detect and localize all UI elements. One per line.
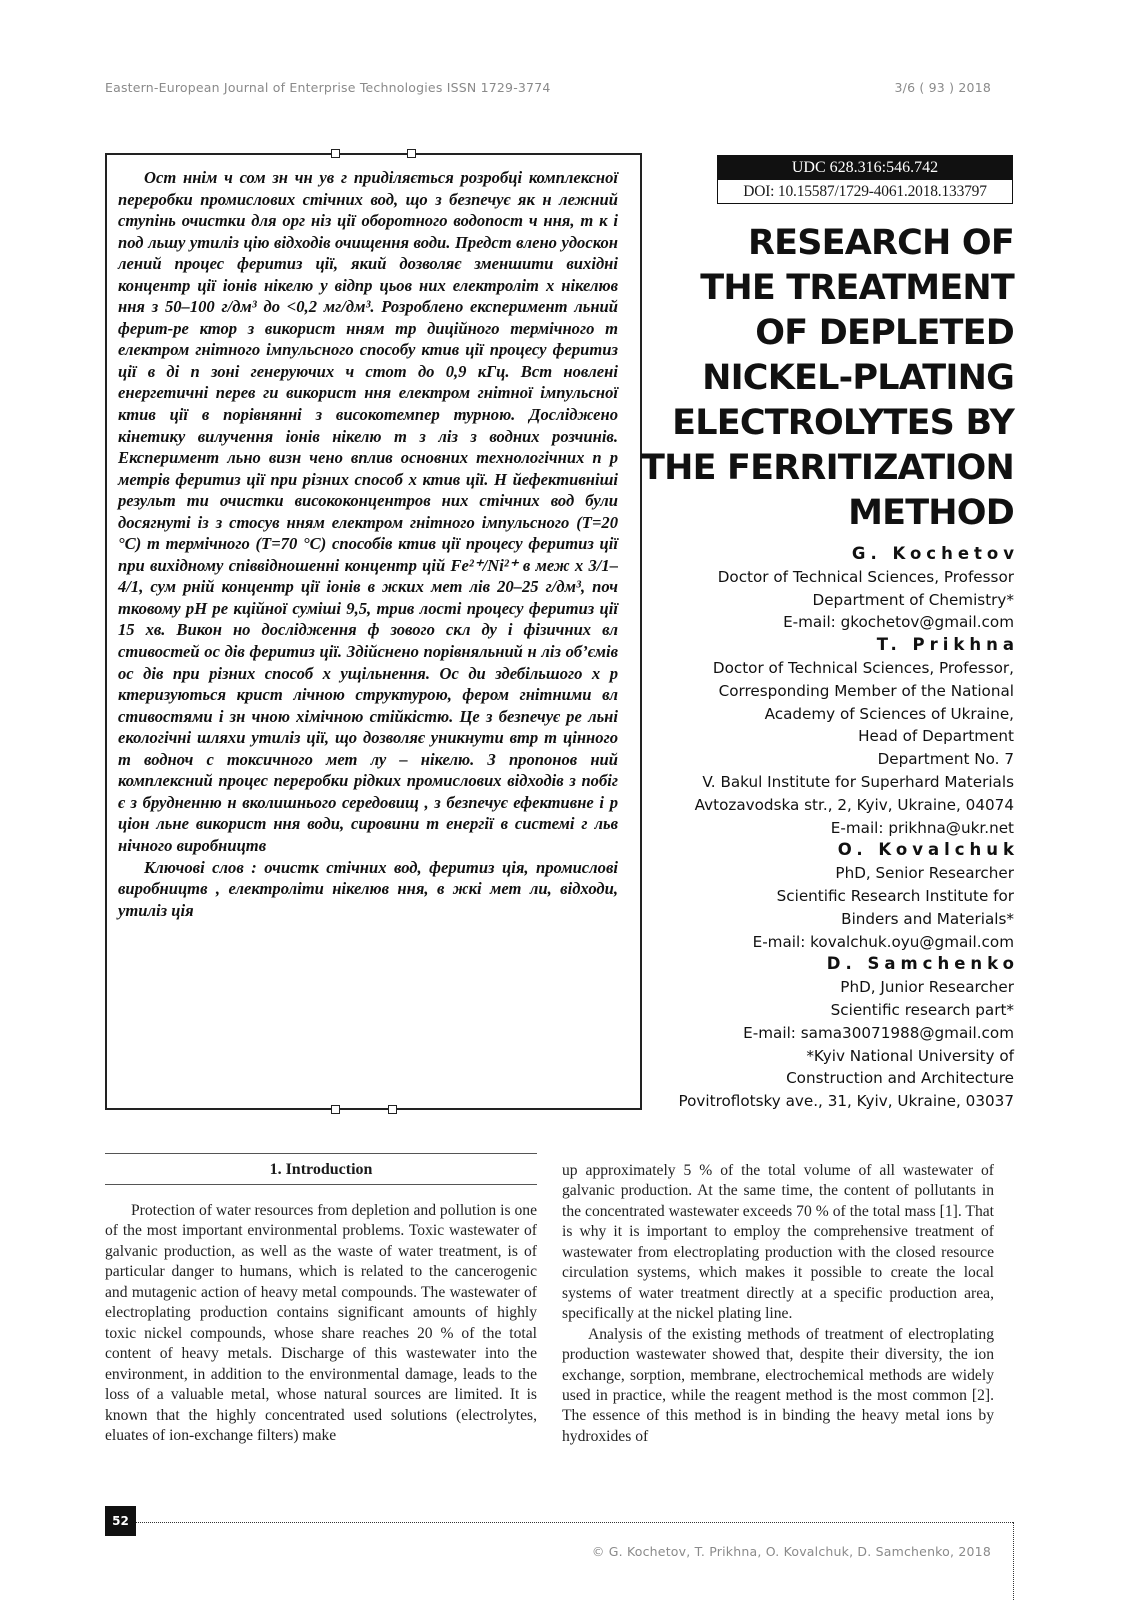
author-name: D. Samchenko — [826, 954, 1019, 974]
abstract-paragraph: Ост ннім ч сом зн чн ув г приділяється розробці комплексної переробки промислових стічних вод, що з безпечує як н лежний ступінь очистки для орг ніз ції оборотного водопост ч ння, т к і под льшу утиліз цію відходів очищення води. Предст влено удоскон лений процес феритиз ції, який дозволяє зменшити вихідні концентр ції іонів нікелю у відпр цьов них електроліт х нікелюв ння з 50–100 г/дм³ до <0,2 мг/дм³. Розроблено експеримент льний ферит-ре ктор з використ нням тр диційного термічного т електром гнітного імпульсного способу ктив ції процесу феритиз ції в ді п зоні генеруючих ч стот до 0,9 кГц. Вст новлені енергетичні перев ги використ ння електром гнітної імпульсної ктив ції в порівнянні з високотемпер турною. Досліджено кінетику вилучення іонів нікелю т з ліз з водних розчинів. Експеримент льно визн чено вплив основних технологічних п р метрів феритиз ції при різних способ х ктив ції. Н йефективніші результ ти очистки висококонцентров них стічних вод були досягнуті із з стосув нням електром гнітного імпульсного (T=20 °C) т термічного (T=70 °C) способів ктив ції процесу феритиз ції при вихідному співвідношенні концентр цій Fe²⁺/Ni²⁺ в меж х 3/1–4/1, сум рній концентр ції іонів в жких мет лів 20–25 г/дм³, поч тковому pH ре кційної суміші 9,5, трив лості процесу феритиз ції 15 хв. Викон но дослідження ф зового скл ду і фізичних вл стивостей ос дів феритиз ції. Здійснено порівняльний н ліз об’ємів ос дів при різних способ х ущільнення. Ос ди здебільшого х р ктеризуються крист лічною структурою, фером гнітними вл стивостями і зн чною хімічною стійкістю. Це з безпечує ре льні екологічні шляхи утиліз ції, що дозволяє уникнути втр т цінного т водноч с токсичного мет лу – нікелю. З пропонов ний комплексний процес переробки рідких промислових відходів з побіг є з брудненню н вколишнього середовищ , з безпечує ефективне і р ціон льне використ ння води, сировини т енергії в системі г льв нічного виробництв — [118, 168, 618, 855]
footer-dotted-rule-vertical — [1013, 1522, 1014, 1600]
author-affiliation: PhD, Senior Researcher — [835, 864, 1014, 883]
author-affiliation: *Kyiv National University of — [806, 1046, 1014, 1065]
author-name: O. Kovalchuk — [837, 840, 1019, 860]
author-affiliation: Scientific research part* — [830, 1000, 1014, 1019]
abstract-text — [118, 167, 618, 921]
author-email[interactable]: E-mail: gkochetov@gmail.com — [783, 613, 1014, 632]
doi[interactable]: DOI: 10.15587/1729-4061.2018.133797 — [717, 180, 1013, 204]
author-affiliation: Doctor of Technical Sciences, Professor, — [712, 658, 1014, 677]
udc-code: UDC 628.316:546.742 — [717, 155, 1013, 180]
author-email[interactable]: E-mail: prikhna@ukr.net — [830, 818, 1014, 837]
intro-paragraph: Protection of water resources from depletion and pollution is one of the most important environmental problems. Toxic wastewater of galvanic production, as well as the waste of water treatment, is of particular danger to humans, which is related to the cancerogenic and mutagenic action of heavy metal compounds. The wastewater of electroplating production contains significant amounts of highly toxic nickel compounds, whose share reaches 20 % of the total content of heavy metals. Discharge of this wastewater into the environment, in addition to the environmental damage, leads to the loss of a valuable metal, whose natural sources are limited. It is known that the highly concentrated used solutions (electrolytes, eluates of ion-exchange filters) make — [105, 1202, 537, 1444]
box-corner-marker — [331, 149, 340, 158]
author-affiliation: V. Bakul Institute for Superhard Materials — [702, 772, 1014, 791]
issue-number: 3/6 ( 93 ) 2018 — [894, 80, 991, 95]
box-corner-marker — [388, 1105, 397, 1114]
journal-name: Eastern-European Journal of Enterprise Technologies ISSN 1729-3774 — [105, 80, 551, 95]
title-line: NICKEL-PLATING — [702, 358, 1014, 398]
author-affiliation: Academy of Sciences of Ukraine, — [764, 704, 1014, 723]
page-number: 52 — [105, 1506, 136, 1536]
author-email[interactable]: E-mail: sama30071988@gmail.com — [743, 1023, 1014, 1042]
keywords — [118, 857, 618, 922]
running-header — [105, 80, 991, 100]
title-line: THE TREATMENT — [700, 268, 1014, 308]
author-affiliation: Povitroflotsky ave., 31, Kyiv, Ukraine, 03037 — [678, 1092, 1014, 1111]
title-line: OF DEPLETED — [755, 313, 1014, 353]
keywords-label: Ключові слов : — [144, 857, 257, 877]
copyright-notice: © G. Kochetov, T. Prikhna, O. Kovalchuk, D. Samchenko, 2018 — [591, 1544, 991, 1559]
intro-paragraph: up approximately 5 % of the total volume of all wastewater of galvanic production. At the same time, the content of pollutants in the concentrated wastewater exceeds 70 % of the total mass [1]. That is why it is important to employ the comprehensive treatment of wastewater from electroplating production with the closed resource circulation systems, which makes it possible to create the local systems of water treatment directly at a specific production area, specifically at the nickel plating line. — [562, 1162, 994, 1323]
author-affiliation: PhD, Junior Researcher — [840, 978, 1014, 997]
author-affiliation: Scientific Research Institute for — [776, 886, 1014, 905]
article-title — [624, 221, 1014, 536]
abstract-box — [105, 153, 642, 1110]
title-line: METHOD — [848, 493, 1014, 533]
author-affiliation: Construction and Architecture — [786, 1069, 1014, 1088]
author-name: G. Kochetov — [851, 544, 1019, 563]
section-rule-bottom — [105, 1184, 537, 1185]
author-list — [594, 543, 1019, 1113]
author-name: T. Prikhna — [876, 635, 1019, 655]
author-email[interactable]: E-mail: kovalchuk.oyu@gmail.com — [752, 932, 1014, 951]
keywords-list: очистк стічних вод, феритиз ція, промислові виробництв , електроліти нікелюв ння, в жкі мет ли, відходи, утиліз ція — [118, 857, 618, 920]
title-line: THE FERRITIZATION — [641, 448, 1014, 488]
author-affiliation: Corresponding Member of the National — [718, 681, 1014, 700]
author-affiliation: Avtozavodska str., 2, Kyiv, Ukraine, 04074 — [694, 795, 1014, 814]
footer-dotted-rule — [136, 1522, 1013, 1523]
intro-column-right — [562, 1161, 994, 1447]
author-affiliation: Doctor of Technical Sciences, Professor — [717, 567, 1014, 586]
box-corner-marker — [407, 149, 416, 158]
section-rule-top — [105, 1153, 537, 1154]
intro-paragraph: Analysis of the existing methods of treatment of electroplating production wastewater showed that, despite their diversity, the ion exchange, sorption, membrane, electrochemical methods are widely used in practice, while the reagent method is the most common [2]. The essence of this method is in binding the heavy metal ions by hydroxides of — [562, 1325, 994, 1445]
section-heading: 1. Introduction — [269, 1161, 373, 1178]
author-affiliation: Department of Chemistry* — [812, 590, 1014, 609]
box-corner-marker — [331, 1105, 340, 1114]
title-line: RESEARCH OF — [747, 223, 1014, 263]
intro-column-left — [105, 1201, 537, 1446]
author-affiliation: Head of Department — [858, 727, 1014, 746]
author-affiliation: Department No. 7 — [877, 750, 1014, 769]
author-affiliation: Binders and Materials* — [841, 909, 1014, 928]
title-line: ELECTROLYTES BY — [672, 403, 1014, 443]
